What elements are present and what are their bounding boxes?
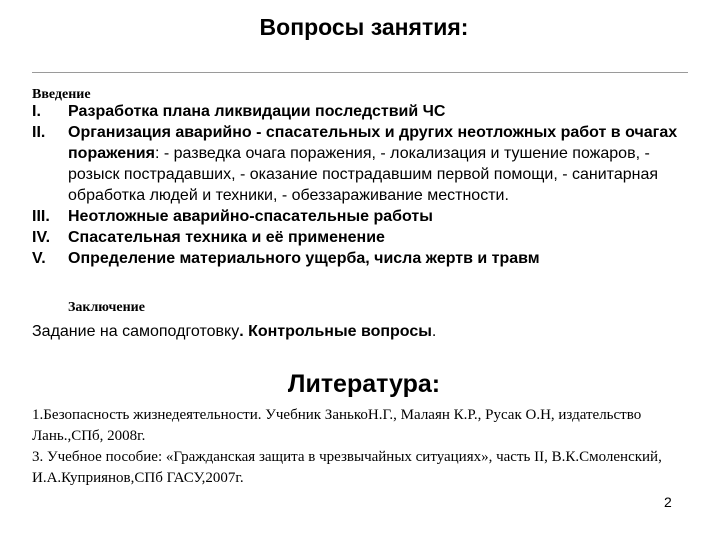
slide-title-text: Вопросы занятия:: [259, 14, 469, 40]
outro-label: Заключение: [68, 300, 145, 315]
list-item: [32, 122, 692, 206]
task-part-1: Задание на самоподготовку: [32, 323, 240, 340]
item-text-bold: Спасательная техника и её применение: [68, 229, 385, 246]
reference-item: 3. Учебное пособие: «Гражданская защита в чрезвычайных ситуациях», часть II, В.К.Смоленский, И.А.Куприянов,СПб ГАСУ,2007г.: [32, 449, 662, 486]
intro-label: Введение: [32, 87, 91, 102]
item-number: V.: [32, 250, 46, 267]
questions-list: [32, 101, 692, 269]
title-divider: [32, 72, 688, 73]
item-text: [68, 101, 692, 122]
page-number: 2: [664, 494, 672, 510]
list-item: [32, 101, 692, 122]
item-number: III.: [32, 208, 50, 225]
item-text-bold: Разработка плана ликвидации последствий ЧС: [68, 103, 446, 120]
slide-title: [0, 14, 720, 41]
literature-title-text: Литература:: [287, 370, 441, 398]
task-line: [32, 321, 436, 342]
item-text-bold: Неотложные аварийно-спасательные работы: [68, 208, 433, 225]
item-number: IV.: [32, 229, 51, 246]
list-item: [32, 206, 692, 227]
item-text: [68, 227, 692, 248]
item-text-rest: : - разведка очага поражения, - локализация и тушение пожаров, - розыск пострадавших, - оказание пострадавшим первой помощи, - санитарная обработка людей и техники, - обеззараживание местности.: [68, 145, 659, 204]
item-text-bold: Организация аварийно - спасательных и других неотложных работ в очагах поражения: [68, 124, 678, 162]
item-number: I.: [32, 103, 41, 120]
list-item: [32, 227, 692, 248]
item-text: [68, 122, 692, 206]
item-text: [68, 206, 692, 227]
task-part-3: .: [431, 323, 437, 340]
references: [32, 405, 692, 489]
item-text: [68, 248, 692, 269]
reference-item: 1.Безопасность жизнедеятельности. Учебник ЗанькоН.Г., Малаян К.Р., Русак О.Н, издательство Лань.,СПб, 2008г.: [32, 407, 642, 444]
literature-title: [0, 370, 720, 399]
list-item: [32, 248, 692, 269]
task-part-2: . Контрольные вопросы: [239, 323, 432, 340]
item-number: II.: [32, 124, 46, 141]
item-text-bold: Определение материального ущерба, числа жертв и травм: [68, 250, 540, 267]
